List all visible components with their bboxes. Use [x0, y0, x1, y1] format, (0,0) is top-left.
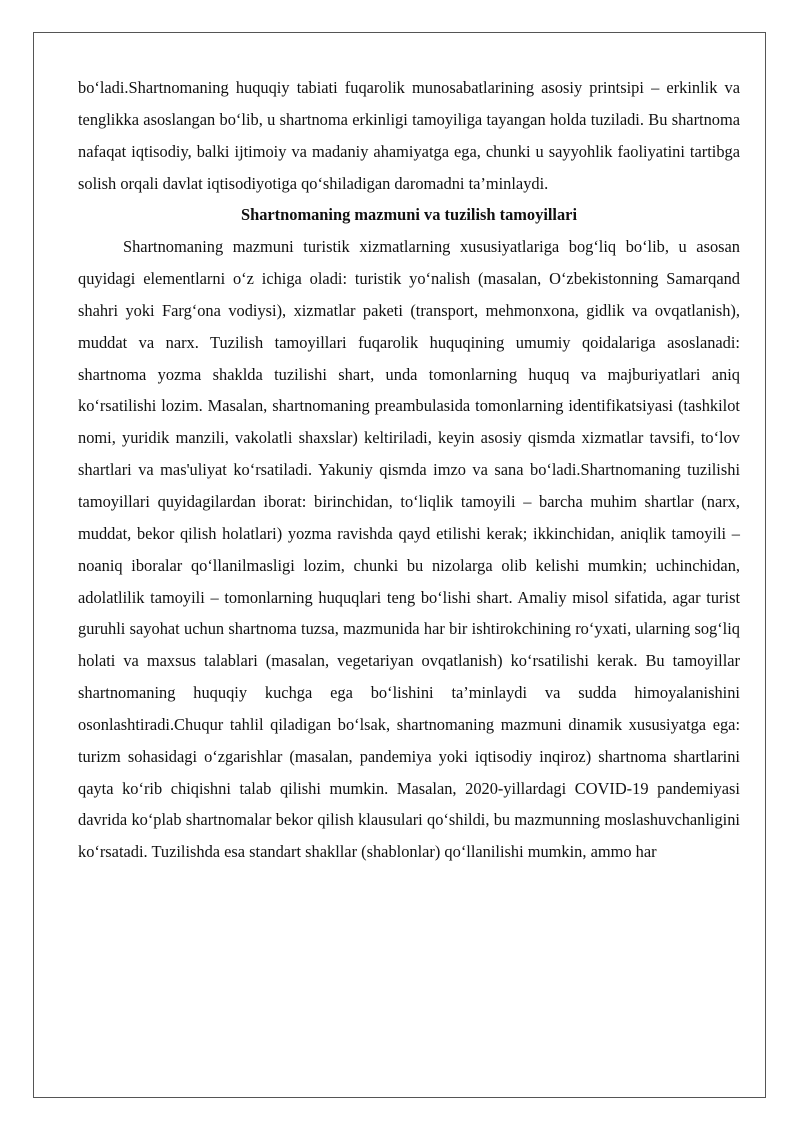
section-heading: Shartnomaning mazmuni va tuzilish tamoyillari	[240, 205, 578, 225]
body-paragraph: bo‘ladi.Shartnomaning huquqiy tabiati fuqarolik munosabatlarining asosiy printsipi – erkinlik va tenglikka asoslangan bo‘lib, u shartnoma erkinligi tamoyiliga tayangan holda tuziladi. Bu shartnoma nafaqat iqtisodiy, balki ijtimoiy va madaniy ahamiyatga ega, chunki u sayyohlik faoliyatini tartibga solish orqali davlat iqtisodiyotiga qo‘shiladigan daromadni ta’minlaydi.	[78, 78, 740, 193]
document-body	[78, 72, 740, 868]
body-paragraph: Shartnomaning mazmuni turistik xizmatlarning xususiyatlariga bog‘liq bo‘lib, u asosan quyidagi elementlarni o‘z ichiga oladi: turistik yo‘nalish (masalan, O‘zbekistonning Samarqand shahri yoki Farg‘ona vodiysi), xizmatlar paketi (transport, mehmonxona, gidlik va ovqatlanish), muddat va narx. Tuzilish tamoyillari fuqarolik huquqining umumiy qoidalariga asoslanadi: shartnoma yozma shaklda tuzilishi shart, unda tomonlarning huquq va majburiyatlari aniq ko‘rsatilishi lozim. Masalan, shartnomaning preambulasida tomonlarning identifikatsiyasi (tashkilot nomi, yuridik manzili, vakolatli shaxslar) keltiriladi, keyin asosiy qismda xizmatlar tavsifi, to‘lov shartlari va mas'uliyat ko‘rsatiladi. Yakuniy qismda imzo va sana bo‘ladi.Shartnomaning tuzilishi tamoyillari quyidagilardan iborat: birinchidan, to‘liqlik tamoyili – barcha muhim shartlar (narx, muddat, bekor qilish holatlari) yozma ravishda qayd etilishi kerak; ikkinchidan, aniqlik tamoyili – noaniq iboralar qo‘llanilmasligi lozim, chunki bu nizolarga olib kelishi mumkin; uchinchidan, adolatlilik tamoyili – tomonlarning huquqlari teng bo‘lishi shart. Amaliy misol sifatida, agar turist guruhli sayohat uchun shartnoma tuzsa, mazmunida har bir ishtirokchining ro‘yxati, ularning sog‘liq holati va maxsus talablari (masalan, vegetariyan ovqatlanish) ko‘rsatilishi kerak. Bu tamoyillar shartnomaning huquqiy kuchga ega bo‘lishini ta’minlaydi va sudda himoyalanishini osonlashtiradi.Chuqur tahlil qiladigan bo‘lsak, shartnomaning mazmuni dinamik xususiyatga ega: turizm sohasidagi o‘zgarishlar (masalan, pandemiya yoki iqtisodiy inqiroz) shartnoma shartlarini qayta ko‘rib chiqishni talab qilishi mumkin. Masalan, 2020-yillardagi COVID-19 pandemiyasi davrida ko‘plab shartnomalar bekor qilish klausulari qo‘shildi, bu mazmunning moslashuvchanligini ko‘rsatadi. Tuzilishda esa standart shakllar (shablonlar) qo‘llanilishi mumkin, ammo har	[78, 237, 740, 862]
